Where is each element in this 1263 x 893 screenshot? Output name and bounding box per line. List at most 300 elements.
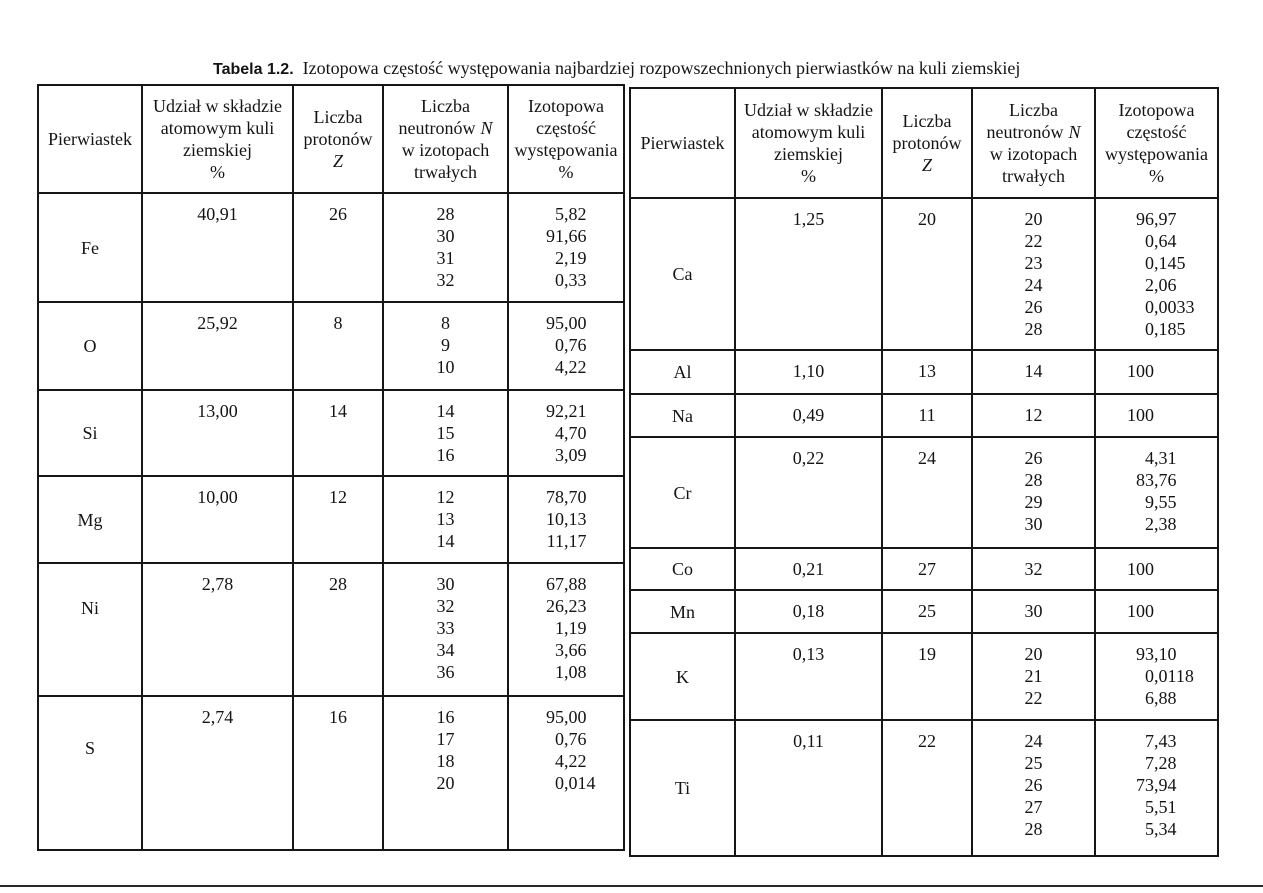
header-line [402, 139, 489, 161]
isotopic-abundance [1095, 558, 1218, 580]
isotopic-abundance [508, 444, 624, 466]
isotopic-abundances [1095, 730, 1218, 840]
abundance-value [1095, 644, 1177, 664]
fraction-part: ,19 [564, 618, 587, 638]
isotopic-abundance [1095, 296, 1218, 318]
abundance-value [508, 270, 587, 290]
symbol-z: Z [332, 151, 343, 171]
abundance-value [1095, 559, 1154, 579]
fraction-part: ,08 [564, 662, 587, 682]
column-divider [292, 85, 294, 850]
row-divider [630, 393, 1218, 395]
abundance-value [1095, 448, 1177, 468]
abundance-value [1095, 688, 1177, 708]
fraction-part: ,014 [564, 773, 596, 793]
element-symbol: O [83, 336, 97, 356]
fraction-part: ,76 [564, 335, 587, 355]
abundance-value [508, 248, 587, 268]
abundance-value [1095, 775, 1177, 795]
fraction-part: ,34 [1154, 819, 1177, 839]
header-text: % [1149, 166, 1164, 186]
neutron-number: 17 [436, 729, 455, 749]
header-line [1009, 99, 1058, 121]
neutron-number: 24 [1024, 731, 1043, 751]
header-line [641, 132, 725, 154]
atomic-share-value: 25,92 [197, 313, 238, 333]
fraction-part: ,55 [1154, 492, 1177, 512]
fraction-part: ,76 [1154, 470, 1177, 490]
abundance-value [1095, 666, 1194, 686]
integer-part: 5 [555, 204, 564, 224]
row-divider [630, 349, 1218, 351]
fraction-part: ,13 [564, 509, 587, 529]
abundance-value [1095, 731, 1177, 751]
integer-part: 5 [1145, 797, 1154, 817]
element-symbol: Fe [81, 237, 99, 258]
header-text: protonów [892, 133, 962, 153]
isotopic-abundance [1095, 230, 1218, 252]
atomic-share-value: 10,00 [197, 487, 238, 507]
fraction-part: ,145 [1154, 253, 1186, 273]
integer-part: 26 [546, 596, 564, 616]
abundance-value [508, 357, 587, 377]
fraction-part: ,10 [1154, 644, 1177, 664]
element-symbol: Si [82, 423, 98, 443]
header-text: neutronów [398, 118, 476, 138]
neutron-number: 27 [1024, 797, 1043, 817]
row-divider [630, 436, 1218, 438]
neutron-numbers [972, 447, 1095, 535]
isotopic-abundance [508, 639, 624, 661]
header-atomic-share [735, 88, 882, 198]
fraction-part: ,21 [564, 401, 587, 421]
element-symbol: K [676, 666, 689, 687]
neutron-number: 22 [1024, 231, 1043, 251]
atomic-share-value: 1,25 [792, 209, 825, 229]
neutron-numbers [383, 312, 508, 378]
integer-part: 10 [546, 509, 564, 529]
header-element [38, 85, 142, 193]
fraction-part: ,94 [1154, 775, 1177, 795]
atomic-share-value: 1,10 [792, 361, 825, 381]
abundance-value [508, 423, 587, 443]
fraction-part: ,38 [1154, 514, 1177, 534]
proton-number: 25 [918, 601, 936, 621]
neutron-number: 28 [1024, 319, 1043, 339]
isotopic-abundances [508, 706, 624, 794]
isotopic-abundance [508, 225, 624, 247]
fraction-part: ,28 [1154, 753, 1177, 773]
element-symbol: Al [673, 362, 692, 382]
header-text: występowania [514, 140, 618, 160]
integer-part: 1 [555, 618, 564, 638]
header-isotopic-abundance [1095, 88, 1218, 198]
header-text: Liczba [1009, 100, 1058, 120]
integer-part: 0 [1145, 253, 1154, 273]
fraction-part: ,88 [1154, 688, 1177, 708]
header-text: częstość [1126, 122, 1187, 142]
isotopic-abundance [1095, 752, 1218, 774]
neutron-number: 36 [436, 662, 455, 682]
isotopic-abundance [1095, 208, 1218, 230]
isotopic-abundance [1095, 318, 1218, 340]
proton-number: 28 [329, 574, 347, 594]
element-symbol: S [84, 738, 95, 758]
header-text: w izotopach [401, 140, 490, 160]
abundance-value [1095, 470, 1177, 490]
abundance-value [508, 596, 587, 616]
header-text: protonów [303, 129, 373, 149]
header-text: % [558, 162, 574, 182]
isotopic-abundance [508, 772, 624, 794]
isotopic-abundance [508, 530, 624, 552]
element-symbol: Mn [669, 601, 695, 622]
fraction-part: ,70 [564, 487, 587, 507]
integer-part: 83 [1136, 470, 1154, 490]
header-line [398, 117, 492, 139]
neutron-number: 10 [436, 357, 455, 377]
header-line [774, 143, 843, 165]
table-number: Tabela 1.2. [213, 61, 294, 78]
header-text: ziemskiej [183, 140, 252, 160]
integer-part: 0 [1145, 666, 1154, 686]
neutron-number: 16 [436, 707, 455, 727]
abundance-value [1095, 819, 1177, 839]
fraction-part: ,82 [564, 204, 587, 224]
header-line [414, 161, 477, 183]
neutron-numbers [383, 573, 508, 683]
neutron-number: 12 [436, 487, 455, 507]
header-line [314, 106, 363, 128]
integer-part: 0 [555, 335, 564, 355]
element-symbol: Na [672, 405, 693, 426]
neutron-number: 14 [436, 401, 455, 421]
neutron-numbers [383, 706, 508, 794]
header-text: w izotopach [989, 144, 1078, 164]
isotopic-abundance [1095, 469, 1218, 491]
integer-part: 100 [1127, 601, 1154, 621]
isotopic-abundances [508, 203, 624, 291]
integer-part: 73 [1136, 775, 1154, 795]
header-line [1105, 143, 1208, 165]
header-line [559, 161, 574, 183]
neutron-number: 26 [1024, 448, 1043, 468]
neutron-number: 8 [441, 313, 450, 333]
isotopic-abundances [508, 573, 624, 683]
isotopic-abundance [508, 269, 624, 291]
proton-number: 12 [329, 487, 347, 507]
element-symbol: Ti [674, 778, 691, 798]
fraction-part: ,51 [1154, 797, 1177, 817]
neutron-number: 25 [1024, 753, 1043, 773]
row-divider [630, 632, 1218, 634]
abundance-value [1095, 405, 1154, 425]
row-divider [630, 589, 1218, 591]
abundance-value [508, 574, 587, 594]
isotopic-abundance [508, 750, 624, 772]
neutron-number: 32 [436, 270, 455, 290]
neutron-number: 20 [436, 773, 455, 793]
element-symbol: Ni [81, 598, 99, 618]
row-divider [38, 695, 624, 697]
proton-number: 24 [918, 448, 936, 468]
fraction-part: ,66 [564, 640, 587, 660]
abundance-value [1095, 753, 1177, 773]
isotopic-abundances [508, 312, 624, 378]
isotopic-abundance [1095, 491, 1218, 513]
proton-number: 22 [918, 731, 936, 751]
isotopic-abundance [1095, 274, 1218, 296]
header-line [801, 165, 816, 187]
header-text: trwałych [1002, 166, 1065, 186]
neutron-numbers [972, 600, 1095, 622]
fraction-part: ,97 [1154, 209, 1177, 229]
abundance-value [508, 707, 587, 727]
fraction-part: ,88 [564, 574, 587, 594]
abundance-value [508, 204, 587, 224]
symbol-n: N [1068, 122, 1081, 142]
isotopic-abundance [508, 508, 624, 530]
header-line [333, 150, 343, 172]
neutron-number: 24 [1024, 275, 1043, 295]
fraction-part: ,00 [564, 707, 587, 727]
isotopic-abundance [1095, 665, 1218, 687]
isotopic-abundance [1095, 818, 1218, 840]
header-line [744, 99, 873, 121]
fraction-part: ,0118 [1154, 666, 1194, 686]
integer-part: 2 [1145, 275, 1154, 295]
isotopic-abundances [1095, 558, 1218, 580]
atomic-share-value: 40,91 [197, 204, 238, 224]
isotopic-abundances [1095, 404, 1218, 426]
neutron-number: 26 [1024, 297, 1043, 317]
proton-number: 13 [918, 361, 936, 381]
header-atomic-share [142, 85, 293, 193]
neutron-number: 34 [436, 640, 455, 660]
row-divider [630, 719, 1218, 721]
isotopic-abundance [1095, 252, 1218, 274]
header-line [48, 128, 132, 150]
isotopic-abundance [508, 728, 624, 750]
isotopic-abundance [508, 573, 624, 595]
header-line [304, 128, 373, 150]
neutron-number: 22 [1024, 688, 1043, 708]
neutron-numbers [972, 558, 1095, 580]
neutron-number: 32 [1024, 559, 1043, 579]
header-text: % [210, 162, 225, 182]
integer-part: 5 [1145, 819, 1154, 839]
integer-part: 4 [555, 751, 564, 771]
fraction-part: ,06 [1154, 275, 1177, 295]
row-divider [38, 301, 624, 303]
neutron-number: 15 [436, 423, 455, 443]
symbol-z: Z [921, 155, 932, 175]
isotopic-abundances [1095, 447, 1218, 535]
header-line [515, 139, 618, 161]
isotopic-abundances [1095, 360, 1218, 382]
neutron-number: 30 [436, 226, 455, 246]
header-text: Izotopowa [1118, 100, 1195, 120]
integer-part: 0 [555, 729, 564, 749]
isotopic-abundance [508, 400, 624, 422]
table-caption [213, 57, 1020, 81]
integer-part: 9 [1145, 492, 1154, 512]
abundance-value [508, 773, 596, 793]
header-text: Liczba [421, 96, 470, 116]
abundance-value [508, 751, 587, 771]
neutron-numbers [972, 404, 1095, 426]
integer-part: 4 [555, 423, 564, 443]
integer-part: 11 [546, 531, 564, 551]
neutron-number: 16 [436, 445, 455, 465]
header-line [153, 95, 282, 117]
neutron-number: 14 [436, 531, 455, 551]
integer-part: 78 [546, 487, 564, 507]
isotopic-abundance [508, 617, 624, 639]
header-line [183, 139, 252, 161]
header-line [1002, 165, 1065, 187]
integer-part: 0 [555, 270, 564, 290]
isotopic-abundance [508, 334, 624, 356]
abundance-value [1095, 797, 1177, 817]
isotopic-abundance [508, 595, 624, 617]
atomic-share-value: 0,11 [793, 731, 824, 751]
fraction-part: ,64 [1154, 231, 1177, 251]
isotopic-abundance [508, 706, 624, 728]
header-text: częstość [536, 118, 596, 138]
neutron-number: 20 [1024, 644, 1043, 664]
header-text: trwałych [414, 162, 477, 182]
atomic-share-value: 0,49 [792, 405, 825, 425]
header-line [1127, 121, 1187, 143]
header-text: występowania [1105, 144, 1208, 164]
neutron-number: 20 [1024, 209, 1043, 229]
abundance-value [508, 487, 587, 507]
header-text: Udział w składzie [744, 100, 873, 120]
header-line [990, 143, 1077, 165]
neutron-number: 18 [436, 751, 455, 771]
proton-number: 16 [329, 707, 347, 727]
fraction-part: ,19 [564, 248, 587, 268]
abundance-value [1095, 492, 1177, 512]
isotopic-abundance [508, 356, 624, 378]
integer-part: 7 [1145, 731, 1154, 751]
abundance-value [508, 509, 587, 529]
integer-part: 6 [1145, 688, 1154, 708]
integer-part: 0 [1145, 319, 1154, 339]
isotopic-abundance [508, 247, 624, 269]
fraction-part: ,70 [564, 423, 587, 443]
header-text: Liczba [313, 107, 363, 127]
row-divider [38, 389, 624, 391]
neutron-number: 13 [436, 509, 455, 529]
abundance-value [1095, 514, 1177, 534]
header-line [903, 110, 952, 132]
neutron-number: 28 [1024, 470, 1043, 490]
abundance-value [1095, 361, 1154, 381]
integer-part: 96 [1136, 209, 1154, 229]
header-line [752, 121, 866, 143]
integer-part: 67 [546, 574, 564, 594]
neutron-numbers [972, 643, 1095, 709]
header-text: Udział w składzie [153, 96, 282, 116]
header-text: atomowym kuli [751, 122, 866, 142]
neutron-number: 28 [436, 204, 455, 224]
neutron-number: 28 [1024, 819, 1043, 839]
header-text: neutronów [986, 122, 1064, 142]
abundance-value [508, 662, 587, 682]
neutron-number: 23 [1024, 253, 1043, 273]
header-line [1119, 99, 1195, 121]
isotopic-abundances [1095, 643, 1218, 709]
header-neutron-number [972, 88, 1095, 198]
element-symbol: Mg [77, 509, 103, 530]
isotopic-abundance [508, 661, 624, 683]
atomic-share-value: 0,13 [792, 644, 825, 664]
isotopic-abundance [1095, 600, 1218, 622]
header-text: Pierwiastek [48, 129, 132, 149]
abundance-value [508, 313, 587, 333]
neutron-numbers [383, 486, 508, 552]
integer-part: 93 [1136, 644, 1154, 664]
neutron-number: 30 [436, 574, 455, 594]
abundance-value [508, 531, 587, 551]
abundance-value [1095, 231, 1177, 251]
page-bottom-rule [0, 885, 1263, 887]
integer-part: 0 [1145, 297, 1154, 317]
neutron-number: 33 [436, 618, 455, 638]
proton-number: 27 [918, 559, 936, 579]
fraction-part: ,31 [1154, 448, 1177, 468]
abundance-value [1095, 319, 1186, 339]
neutron-number: 21 [1024, 666, 1043, 686]
header-line [528, 95, 604, 117]
neutron-number: 14 [1024, 361, 1043, 381]
neutron-number: 30 [1024, 601, 1043, 621]
row-divider [630, 547, 1218, 549]
proton-number: 19 [918, 644, 936, 664]
fraction-part: ,22 [564, 751, 587, 771]
abundance-value [508, 618, 587, 638]
header-line [922, 154, 932, 176]
abundance-value [1095, 297, 1195, 317]
neutron-number: 30 [1024, 514, 1043, 534]
abundance-value [508, 445, 587, 465]
integer-part: 1 [555, 662, 564, 682]
integer-part: 2 [555, 248, 564, 268]
header-line [421, 95, 470, 117]
integer-part: 91 [546, 226, 564, 246]
fraction-part: ,185 [1154, 319, 1186, 339]
symbol-n: N [480, 118, 493, 138]
header-neutron-number [383, 85, 508, 193]
abundance-value [508, 640, 587, 660]
isotopic-abundance [1095, 687, 1218, 709]
fraction-part: ,43 [1154, 731, 1177, 751]
isotopic-abundance [1095, 360, 1218, 382]
fraction-part: ,09 [564, 445, 587, 465]
header-element [630, 88, 735, 198]
abundance-value [508, 729, 587, 749]
proton-number: 20 [918, 209, 936, 229]
integer-part: 100 [1127, 405, 1154, 425]
atomic-share-value: 0,22 [792, 448, 825, 468]
isotopic-abundances [508, 486, 624, 552]
fraction-part: ,33 [564, 270, 587, 290]
fraction-part: ,23 [564, 596, 587, 616]
neutron-number: 9 [441, 335, 450, 355]
header-proton-number [293, 85, 383, 193]
